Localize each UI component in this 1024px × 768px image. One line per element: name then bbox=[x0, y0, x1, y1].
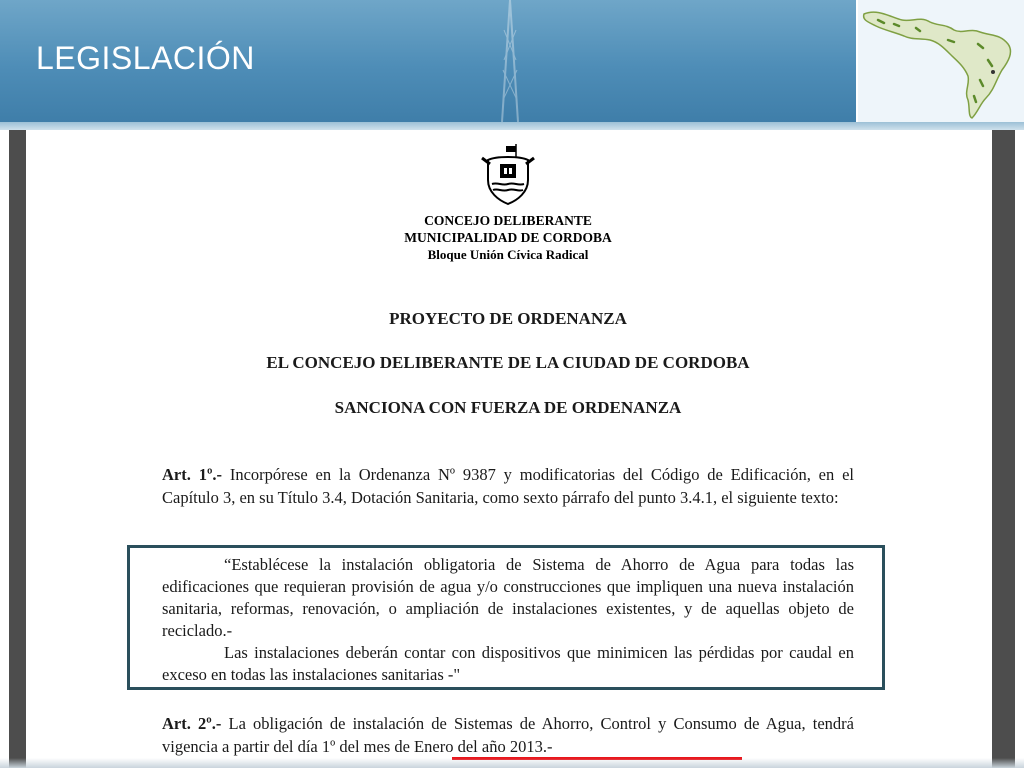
south-america-map-icon bbox=[856, 0, 1024, 122]
cordoba-crest-icon bbox=[476, 142, 540, 206]
heading-sanciona: SANCIONA CON FUERZA DE ORDENANZA bbox=[334, 398, 682, 417]
org-line-bloc: Bloque Unión Cívica Radical bbox=[427, 247, 589, 262]
org-line-municipality: MUNICIPALIDAD DE CORDOBA bbox=[404, 230, 612, 245]
article-2-text: La obligación de instalación de Sistemas de Ahorro, Control y Consumo de Agua, tendrá vigencia a partir del día 1º del mes de Enero del año 2013.- bbox=[162, 714, 854, 756]
quoted-text bbox=[162, 554, 854, 686]
quote-paragraph-2: Las instalaciones deberán contar con dispositivos que minimicen las pérdidas por caudal en exceso en todas las instalaciones sanitarias -" bbox=[162, 643, 854, 684]
org-line-council: CONCEJO DELIBERANTE bbox=[424, 213, 592, 228]
heading-proyecto: PROYECTO DE ORDENANZA bbox=[389, 309, 627, 328]
issuing-body-header bbox=[0, 212, 1016, 263]
article-2 bbox=[162, 712, 854, 758]
slide-header bbox=[0, 0, 1024, 122]
slide-title: LEGISLACIÓN bbox=[36, 40, 255, 76]
antenna-tower-graphic bbox=[490, 0, 530, 122]
quote-paragraph-1: “Establécese la instalación obligatoria de Sistema de Ahorro de Agua para todas las edificaciones que requieran provisión de agua y/o construcciones que impliquen una nueva instalación sanitaria, reformas, renovación, o ampliación de instalaciones existentes, y de aquellas objeto de reciclado.- bbox=[162, 555, 854, 640]
heading-concejo: EL CONCEJO DELIBERANTE DE LA CIUDAD DE CORDOBA bbox=[266, 353, 750, 372]
article-1-label: Art. 1º.- bbox=[162, 465, 223, 484]
bottom-fade bbox=[0, 758, 1024, 768]
article-1-text: Incorpórese en la Ordenanza Nº 9387 y modificatorias del Código de Edificación, en el Capítulo 3, en su Título 3.4, Dotación Sanitaria, como sexto párrafo del punto 3.4.1, el siguiente texto: bbox=[162, 465, 854, 507]
article-1 bbox=[162, 463, 854, 509]
header-divider bbox=[0, 122, 1024, 130]
article-2-label: Art. 2º.- bbox=[162, 714, 222, 733]
